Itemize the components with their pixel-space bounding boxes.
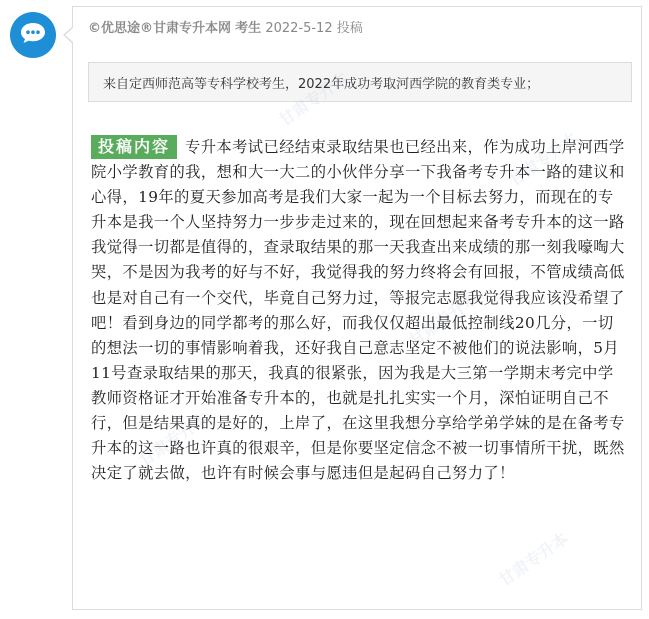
post-meta bbox=[88, 17, 363, 36]
card-pointer-inner bbox=[65, 27, 74, 43]
post-role: 考生 bbox=[235, 21, 262, 36]
chat-bubble-icon bbox=[19, 21, 47, 49]
post-action: 投稿 bbox=[336, 21, 363, 36]
watermark: 甘肃专升本 bbox=[495, 528, 572, 591]
post-card bbox=[72, 6, 642, 610]
post-date: 2022-5-12 bbox=[265, 21, 333, 36]
intro-box: 来自定西师范高等专科学校考生，2022年成功考取河西学院的教育类专业； bbox=[88, 62, 632, 102]
post-source: ©优思途®甘肃专升本网 bbox=[88, 21, 232, 36]
watermark: 甘肃专升本 bbox=[405, 288, 482, 351]
watermark: 甘肃专升本 bbox=[505, 128, 582, 191]
content-body: 专升本考试已经结束录取结果也已经出来，作为成功上岸河西学院小学教育的我，想和大一大二的小伙伴分享一下我备考专升本一路的建议和心得，19年的夏天参加高考是我们大家一起为一个目标去努力，而现在的专升本是我一个人坚持努力一步步走过来的，现在回想起来备考专升本的这一路我觉得一切都是值得的，查录取结果的那一天我查出来成绩的那一刻我嚎啕大哭，不是因为我考的好与不好，我觉得我的努力终将会有回报，不管成绩高低也是对自己有一个交代，毕竟自己努力过，等报完志愿我觉得我应该没希望了吧！看到身边的同学都考的那么好，而我仅仅超出最低控制线20几分，一切的想法一切的事情影响着我，还好我自己意志坚定不被他们的说法影响，5月11号查录取结果的那天，我真的很紧张，因为我是大三第一学期末考完中学教师资格证才开始准备专升本的，也就是扎扎实实一个月，深怕证明自己不行，但是结果真的是好的，上岸了，在这里我想分享给学弟学妹的是在备考专升本的这一路也许真的很艰辛，但是你要坚定信念不被一切事情所干扰，既然决定了就去做，也许有时候会事与愿违但是起码自己努力了！ bbox=[91, 138, 625, 483]
content-badge: 投稿内容 bbox=[91, 135, 177, 159]
watermark: 甘肃专升本 bbox=[135, 408, 212, 471]
avatar bbox=[10, 12, 56, 58]
post-content bbox=[91, 135, 627, 486]
